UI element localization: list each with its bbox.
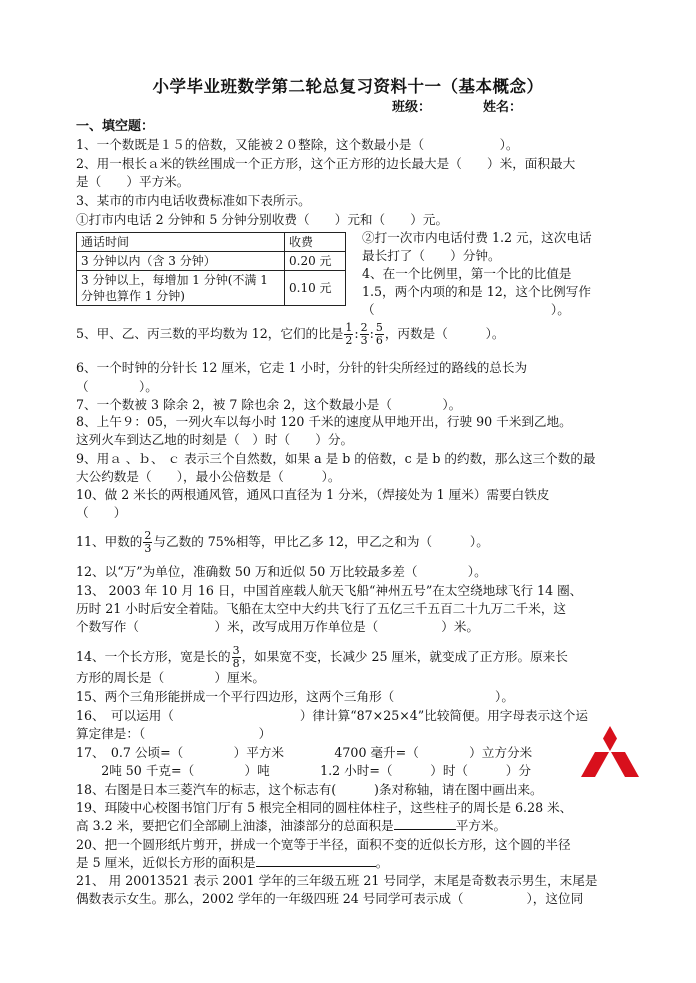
fraction — [375, 322, 384, 347]
question-19-line-1: 19、珥陵中心校图书馆门厅有 5 根完全相同的圆柱体柱子，这些柱子的周长是 6.28 米、 — [76, 800, 573, 815]
question-2-line-1: 2、用一根长ａ米的铁丝围成一个正方形，这个正方形的边长最大是（ ）米，面积最大 — [76, 156, 576, 171]
fraction — [360, 322, 369, 347]
fraction — [232, 645, 241, 670]
fraction-denominator: 8 — [232, 657, 240, 670]
question-10-line-2: （ ） — [76, 505, 127, 520]
question-14-text: 14、一个长方形，宽是长的 — [76, 649, 231, 664]
ratio-separator: : — [369, 326, 374, 341]
question-3-part-2-line-2: 最长打了（ ）分钟。 — [362, 248, 501, 263]
question-10-line-1: 10、做 2 米长的两根通风管，通风口直径为 1 分米，（焊接处为 1 厘米）需要白铁皮 — [76, 487, 550, 502]
question-11 — [76, 530, 489, 555]
class-label: 班级： — [392, 100, 432, 115]
fraction-denominator: 6 — [375, 334, 383, 347]
question-4-line-3: （ ）。 — [362, 302, 570, 317]
table-row — [77, 233, 346, 252]
fraction-denominator: 3 — [360, 334, 368, 347]
question-4-line-1: 4、在一个比例里，第一个比的比值是 — [362, 266, 572, 281]
logo-diamond-left — [581, 752, 609, 777]
question-19-text: 高 3.2 米，要把它们全部刷上油漆，油漆部分的总面积是 — [76, 818, 394, 833]
question-8-line-2: 这列火车到达乙地的时刻是（ ）时（ ）分。 — [76, 432, 354, 447]
question-3-part-2 — [362, 229, 620, 265]
table-cell: 0.10 元 — [285, 271, 346, 306]
fraction-numerator: 5 — [375, 321, 383, 334]
question-19-text-end: 平方米。 — [455, 818, 507, 833]
mitsubishi-logo-icon — [581, 726, 639, 778]
question-15: 15、两个三角形能拼成一个平行四边形，这两个三角形（ ）。 — [76, 689, 514, 704]
question-20-text-end: 。 — [375, 855, 389, 870]
question-4-line-2: 1.5，两个内项的和是 12，这个比例写作 — [362, 284, 591, 299]
question-5 — [76, 322, 504, 347]
fraction-numerator: 2 — [144, 529, 152, 542]
question-19-line-2 — [76, 817, 506, 835]
question-17-line-2: 2吨 50 千克=（ ）吨 1.2 小时=（ ）时（ ）分 — [76, 763, 531, 778]
question-13-line-3: 个数写作（ ）米，改写成用万作单位是（ ）米。 — [76, 619, 479, 634]
question-12: 12、以“万”为单位，准确数 50 万和近似 50 万比较最多差（ ）。 — [76, 564, 487, 579]
table-row — [77, 271, 346, 306]
fraction-numerator: 2 — [360, 321, 368, 334]
question-20-line-1: 20、把一个圆形纸片剪开，拼成一个宽等于半径，面积不变的近似长方形，这个圆的半径 — [76, 837, 571, 852]
question-13-line-1: 13、 2003 年 10 月 16 日，中国首座载人航天飞船“神州五号”在太空绕地球飞行 14 圈、 — [76, 583, 583, 598]
question-13-line-2: 历时 21 小时后安全着陆。飞船在太空中大约共飞行了五亿三千五百二十九万二千米，这 — [76, 601, 567, 616]
answer-blank — [394, 817, 456, 830]
fraction — [344, 322, 353, 347]
question-14-text-end: ，如果宽不变，长减少 25 厘米，就变成了正方形。原来长 — [241, 649, 568, 664]
logo-diamond-right — [611, 752, 639, 777]
question-14-line-1 — [76, 645, 568, 670]
question-9-line-1: 9、用ａ 、ｂ、 ｃ 表示三个自然数，如果 a 是 b 的倍数，c 是 b 的约数，那么这三个数的最 — [76, 451, 596, 466]
question-20-text: 是 5 厘米，近似长方形的面积是 — [76, 855, 256, 870]
fraction-denominator: 3 — [144, 542, 152, 555]
question-21-line-1: 21、 用 20013521 表示 2001 学年的三年级五班 21 号同学，末尾是奇数表示男生，末尾是 — [76, 873, 598, 888]
question-16-line-2: 算定律是：（ ） — [76, 726, 272, 741]
section-heading: 一、填空题： — [76, 119, 155, 134]
question-17-line-1: 17、 0.7 公顷=（ ）平方米 4700 毫升=（ ）立方分米 — [76, 745, 533, 760]
fraction — [143, 530, 152, 555]
question-4 — [362, 265, 620, 319]
question-6-line-2: （ ）。 — [76, 379, 158, 394]
question-1: 1、一个数既是１５的倍数，又能被２０整除，这个数最小是（ ）。 — [76, 137, 519, 152]
question-11-text: 11、甲数的 — [76, 534, 143, 549]
question-3-part-1: ①打市内电话 2 分钟和 5 分钟分别收费（ ）元和（ ）元。 — [76, 212, 449, 227]
question-2-line-2: 是（ ）平方米。 — [76, 174, 190, 189]
question-9-line-2: 大公约数是（ ），最小公倍数是（ ）。 — [76, 469, 341, 484]
question-3-part-2-line-1: ②打一次市内电话付费 1.2 元，这次电话 — [362, 230, 592, 245]
table-header-cell: 收费 — [285, 233, 346, 252]
question-11-text-end: 与乙数的 75%相等，甲比乙多 12，甲乙之和为（ ）。 — [153, 534, 489, 549]
table-cell: 3 分钟以内（含 3 分钟） — [77, 252, 285, 271]
answer-blank — [256, 854, 376, 867]
question-16-line-1: 16、 可以运用（ ）律计算“87×25×4”比较简便。用字母表示这个运 — [76, 708, 588, 723]
question-5-text: 5、甲、乙、丙三数的平均数为 12，它们的比是 — [76, 326, 344, 341]
table-cell: 0.20 元 — [285, 252, 346, 271]
page-title: 小学毕业班数学第二轮总复习资料十一（基本概念） — [152, 77, 544, 96]
question-6-line-1: 6、一个时钟的分针长 12 厘米，它走 1 小时，分针的针尖所经过的路线的总长为 — [76, 360, 528, 375]
question-7: 7、一个数被 3 除余 2，被 7 除也余 2，这个数最小是（ ）。 — [76, 397, 462, 412]
question-21-line-2: 偶数表示女生。那么，2002 学年的一年级四班 24 号同学可表示成（ ），这位同 — [76, 891, 584, 906]
fraction-denominator: 2 — [345, 334, 353, 347]
fraction-numerator: 1 — [345, 321, 353, 334]
phone-fee-table — [76, 232, 346, 306]
question-14-line-2: 方形的周长是（ ）厘米。 — [76, 670, 265, 685]
table-header-cell: 通话时间 — [77, 233, 285, 252]
question-20-line-2 — [76, 854, 388, 872]
question-3: 3、某市的市内电话收费标准如下表所示。 — [76, 193, 311, 208]
question-8-line-1: 8、上午９：05，一列火车以每小时 120 千米的速度从甲地开出，行驶 90 千米到乙地。 — [76, 414, 572, 429]
question-18: 18、右图是日本三菱汽车的标志，这个标志有( )条对称轴，请在图中画出来。 — [76, 782, 543, 797]
question-5-text-end: ，丙数是（ ）。 — [384, 326, 505, 341]
table-cell: 3 分钟以上，每增加 1 分钟(不满 1 分钟也算作 1 分钟) — [77, 271, 285, 306]
name-label: 姓名： — [483, 100, 523, 115]
table-row — [77, 252, 346, 271]
ratio-separator: : — [354, 326, 359, 341]
fraction-numerator: 3 — [232, 644, 240, 657]
logo-diamond-top — [603, 726, 617, 751]
